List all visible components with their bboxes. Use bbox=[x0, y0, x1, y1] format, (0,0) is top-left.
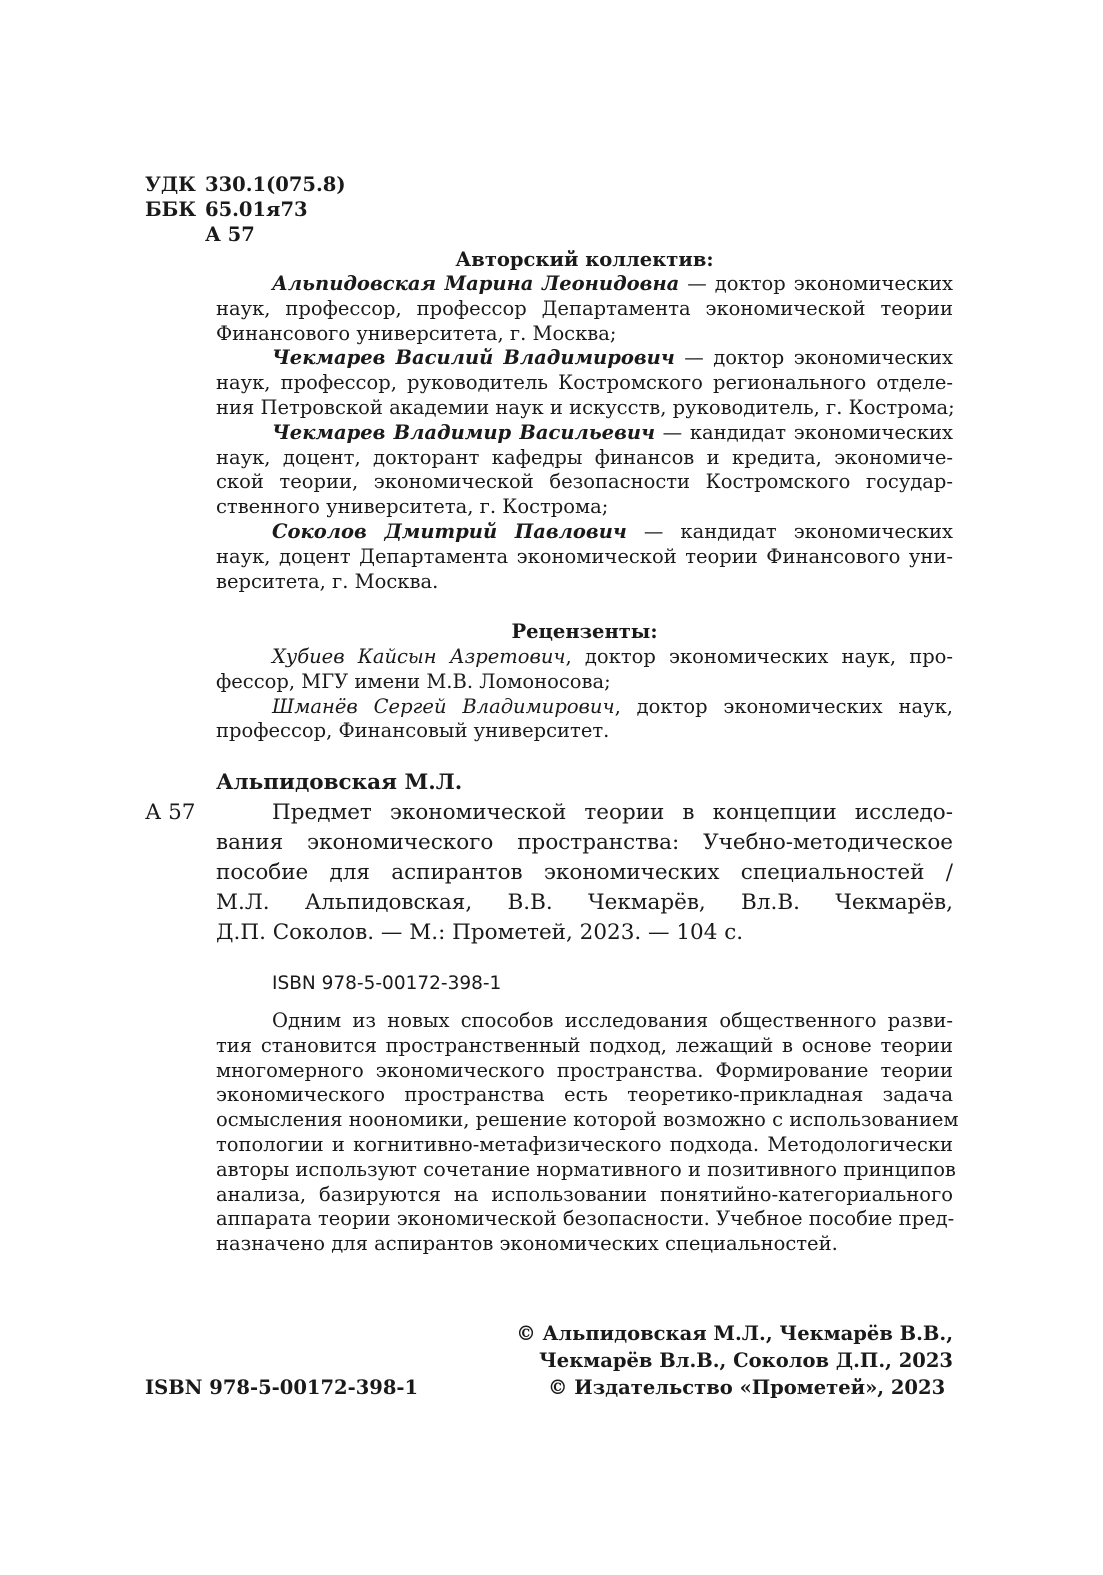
bibliographic-description bbox=[216, 798, 953, 948]
abstract-line: Одним из новых способов исследования общественного разви- bbox=[272, 1009, 953, 1032]
abstract-line: анализа, базируются на использовании понятийно-категориального bbox=[216, 1182, 953, 1206]
reviewer-desc-line: , доктор экономических наук, про- bbox=[565, 645, 954, 668]
abstract-line: авторы используют сочетание нормативного и позитивного принципов bbox=[216, 1157, 956, 1181]
bib-isbn: ISBN 978-5-00172-398-1 bbox=[272, 973, 502, 994]
bbk-value: 65.01я73 bbox=[205, 198, 308, 221]
reviewer-desc-line: фессор, МГУ имени М.В. Ломоносова; bbox=[216, 669, 611, 693]
author-entry bbox=[216, 346, 953, 420]
author-name: Альпидовская Марина Леонидовна bbox=[272, 272, 680, 295]
author-desc-line: ственного университета, г. Кострома; bbox=[216, 495, 609, 519]
abstract-line: осмысления ноономики, решение которой возможно с использованием bbox=[216, 1108, 959, 1132]
copyright-authors-line1: © Альпидовская М.Л., Чекмарёв В.В., bbox=[516, 1322, 953, 1345]
author-desc-line: ской теории, экономической безопасности Костромского государ- bbox=[216, 470, 953, 494]
abstract-line: назначено для аспирантов экономических специальностей. bbox=[216, 1232, 838, 1256]
authors-heading: Авторский коллектив: bbox=[455, 248, 714, 271]
bib-line: М.Л. Альпидовская, В.В. Чекмарёв, Вл.В. Чекмарёв, bbox=[216, 890, 953, 915]
author-entry bbox=[216, 520, 953, 594]
abstract-line: многомерного экономического пространства. Формирование теории bbox=[216, 1058, 953, 1082]
abstract-line: топологии и когнитивно-метафизического подхода. Методологически bbox=[216, 1132, 953, 1156]
abstract-line: экономического пространства есть теоретико-прикладная задача bbox=[216, 1083, 953, 1107]
author-entry bbox=[216, 272, 953, 346]
author-desc-line: — доктор экономических bbox=[679, 272, 954, 295]
bbk-label: ББК bbox=[145, 198, 197, 221]
udk-value: 330.1(075.8) bbox=[205, 173, 346, 196]
bib-line: Предмет экономической теории в концепции исследо- bbox=[272, 800, 953, 825]
author-name: Чекмарев Василий Владимирович bbox=[272, 346, 675, 370]
footer-isbn: ISBN 978-5-00172-398-1 bbox=[145, 1376, 419, 1399]
author-mark: А 57 bbox=[205, 223, 255, 246]
author-desc-line: ния Петровской академии наук и искусств, руководитель, г. Кострома; bbox=[216, 395, 955, 419]
author-desc-line: наук, профессор, профессор Департамента экономической теории bbox=[216, 296, 953, 320]
reviewers-heading: Рецензенты: bbox=[511, 620, 658, 643]
abstract-line: тия становится пространственный подход, лежащий в основе теории bbox=[216, 1033, 953, 1057]
reviewer-entry bbox=[216, 695, 953, 745]
bib-line: Д.П. Соколов. — М.: Прометей, 2023. — 104 с. bbox=[216, 920, 744, 945]
abstract-line: аппарата теории экономической безопасности. Учебное пособие пред- bbox=[216, 1207, 955, 1231]
author-desc-line: — кандидат экономических bbox=[626, 519, 953, 543]
main-author: Альпидовская М.Л. bbox=[216, 770, 463, 795]
author-desc-line: наук, доцент, докторант кафедры финансов и кредита, экономиче- bbox=[216, 445, 953, 469]
author-desc-line: — доктор экономических bbox=[674, 346, 953, 370]
author-desc-line: наук, профессор, руководитель Костромского регионального отделе- bbox=[216, 371, 953, 395]
author-name: Соколов Дмитрий Павлович bbox=[272, 519, 627, 543]
bib-line: вания экономического пространства: Учебно-методическое bbox=[216, 830, 953, 855]
author-desc-line: Финансового университета, г. Москва; bbox=[216, 321, 617, 345]
abstract bbox=[216, 1009, 959, 1257]
bib-mark: А 57 bbox=[145, 800, 196, 825]
authors-list bbox=[216, 272, 953, 594]
udk-label: УДК bbox=[145, 173, 196, 196]
author-desc-line: наук, доцент Департамента экономической теории Финансового уни- bbox=[216, 544, 953, 568]
reviewer-name: Шманёв Сергей Владимирович bbox=[272, 694, 615, 718]
reviewer-name: Хубиев Кайсын Азретович bbox=[272, 645, 566, 668]
reviewer-desc-line: , доктор экономических наук, bbox=[614, 694, 953, 718]
reviewer-entry bbox=[216, 645, 953, 695]
bib-line: пособие для аспирантов экономических специальностей / bbox=[216, 860, 953, 885]
copyright-publisher: © Издательство «Прометей», 2023 bbox=[548, 1376, 946, 1399]
reviewers-list bbox=[216, 645, 953, 744]
author-entry bbox=[216, 421, 953, 520]
author-name: Чекмарев Владимир Васильевич bbox=[272, 420, 656, 444]
copyright-authors-line2: Чекмарёв Вл.В., Соколов Д.П., 2023 bbox=[538, 1349, 953, 1372]
author-desc-line: — кандидат экономических bbox=[655, 420, 953, 444]
reviewer-desc-line: профессор, Финансовый университет. bbox=[216, 719, 610, 743]
author-desc-line: верситета, г. Москва. bbox=[216, 569, 439, 593]
